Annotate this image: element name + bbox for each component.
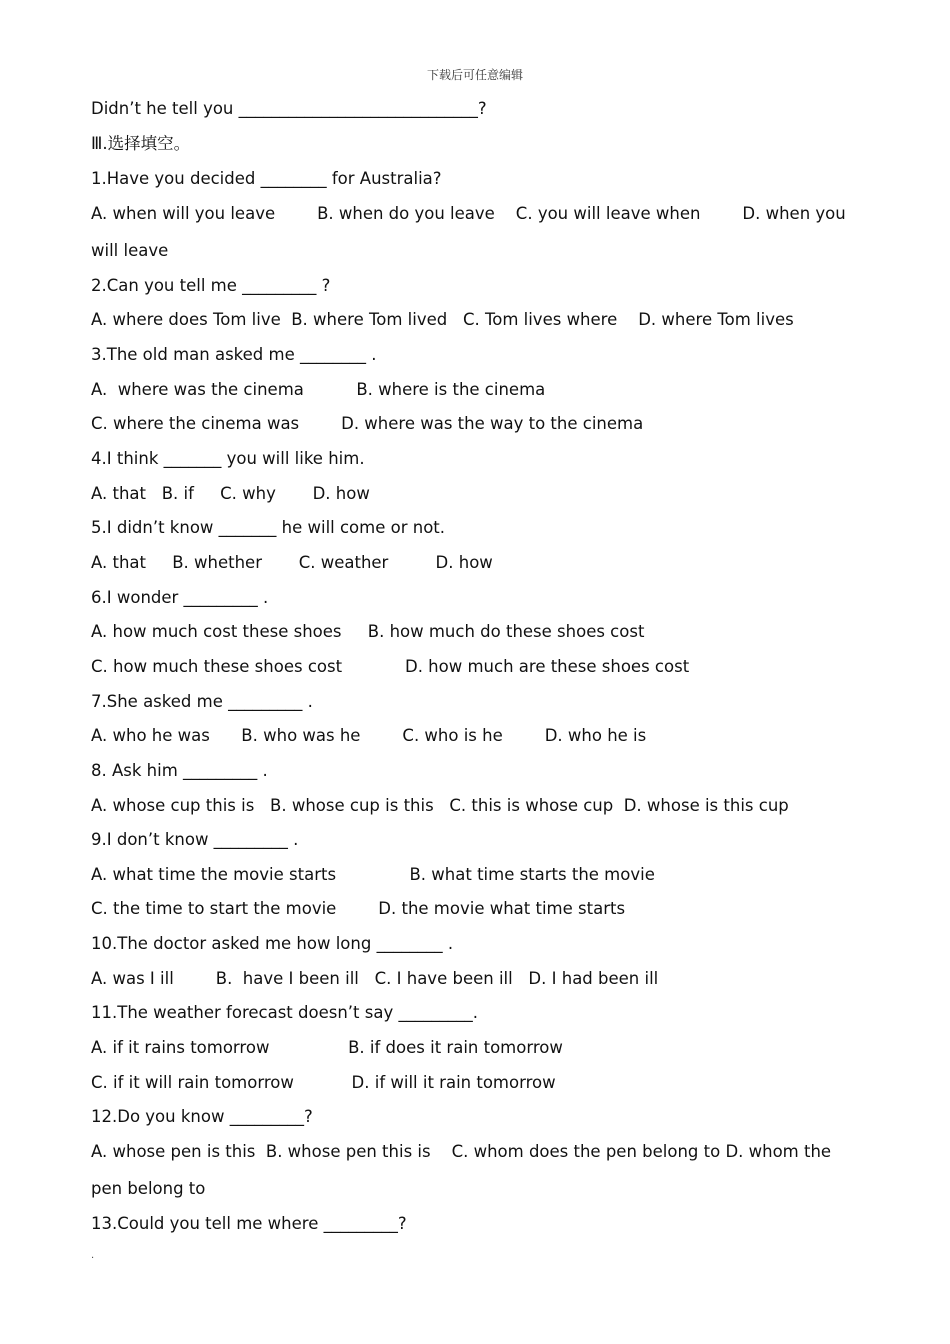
options-line: A. whose cup this is B. whose cup is this C. this is whose cup D. whose is this cup	[91, 796, 789, 815]
question-line: 4.I think _______ you will like him.	[91, 449, 365, 468]
question-line: 8. Ask him _________ .	[91, 761, 268, 780]
page-header: 下载后可任意编辑	[426, 68, 523, 82]
question-line: 3.The old man asked me ________ .	[91, 345, 377, 364]
text-line: Didn’t he tell you _____________________________?	[91, 99, 487, 118]
question-line: 13.Could you tell me where _________?	[91, 1214, 407, 1233]
options-line: A. if it rains tomorrow B. if does it rain tomorrow	[91, 1038, 563, 1057]
question-line: 11.The weather forecast doesn’t say _________.	[91, 1003, 478, 1022]
options-line: C. how much these shoes cost D. how much are these shoes cost	[91, 657, 690, 676]
question-line: 2.Can you tell me _________ ?	[91, 276, 331, 295]
question-line: 6.I wonder _________ .	[91, 588, 269, 607]
options-line: A. how much cost these shoes B. how much do these shoes cost	[91, 622, 645, 641]
options-line: A. was I ill B. have I been ill C. I have been ill D. I had been ill	[91, 969, 659, 988]
question-line: 5.I didn’t know _______ he will come or not.	[91, 518, 446, 537]
question-line: 10.The doctor asked me how long ________ .	[91, 934, 454, 953]
options-line: will leave	[91, 241, 169, 260]
options-line: A. where was the cinema B. where is the cinema	[91, 380, 546, 399]
options-line: C. the time to start the movie D. the movie what time starts	[91, 899, 626, 918]
options-line: A. that B. if C. why D. how	[91, 484, 370, 503]
footer-mark: .	[91, 1250, 95, 1261]
section-heading: Ⅲ.选择填空。	[91, 134, 191, 153]
options-line: A. when will you leave B. when do you leave C. you will leave when D. when you	[91, 204, 846, 223]
question-line: 12.Do you know _________?	[91, 1107, 313, 1126]
question-line: 7.She asked me _________ .	[91, 692, 313, 711]
options-line: A. whose pen is this B. whose pen this is C. whom does the pen belong to D. whom the	[91, 1142, 832, 1161]
options-line: C. where the cinema was D. where was the way to the cinema	[91, 414, 644, 433]
question-line: 1.Have you decided ________ for Australia?	[91, 169, 442, 188]
options-line: C. if it will rain tomorrow D. if will it rain tomorrow	[91, 1073, 556, 1092]
options-line: pen belong to	[91, 1179, 206, 1198]
options-line: A. that B. whether C. weather D. how	[91, 553, 493, 572]
question-line: 9.I don’t know _________ .	[91, 830, 299, 849]
options-line: A. who he was B. who was he C. who is he D. who he is	[91, 726, 647, 745]
options-line: A. where does Tom live B. where Tom lived C. Tom lives where D. where Tom lives	[91, 310, 794, 329]
options-line: A. what time the movie starts B. what time starts the movie	[91, 865, 655, 884]
